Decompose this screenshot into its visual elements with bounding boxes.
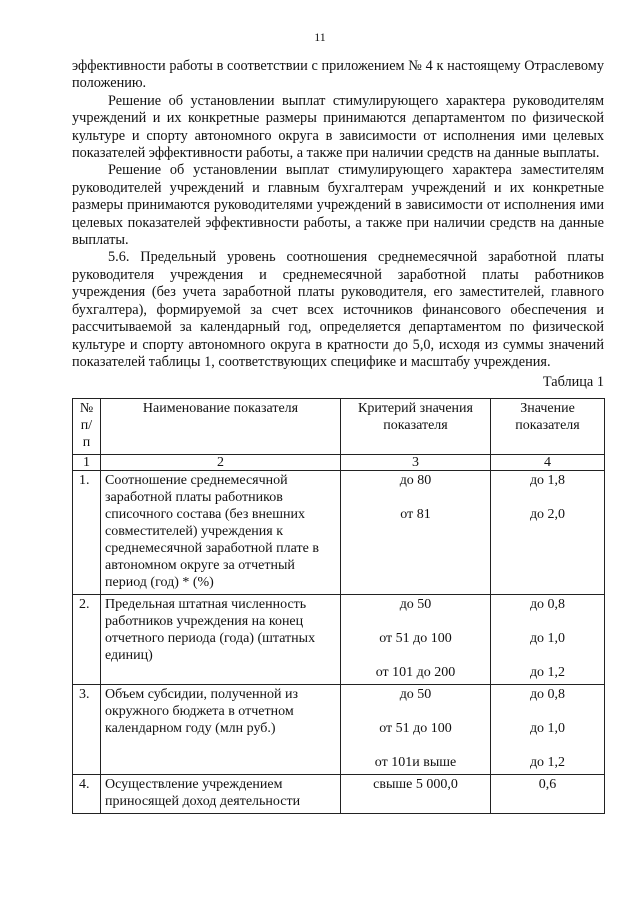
- row-indicator-name: Предельная штатная численность работников учреждения на конец отчетного периода (года) (штатных единиц): [101, 594, 341, 684]
- indicator-value: до 1,2: [529, 664, 566, 680]
- criteria-value: до 50: [399, 686, 432, 702]
- row-indicator-name: Соотношение среднемесячной заработной платы работников списочного состава (без внешних совместителей) учреждения к среднемесячной заработной плате в автономном округе за отчетный период (год) * (%): [101, 470, 341, 594]
- indicator-value: до 1,2: [529, 754, 566, 770]
- criteria-value: от 51 до 100: [379, 630, 452, 646]
- indicator-value: до 1,0: [529, 720, 566, 736]
- row-criteria: [341, 470, 491, 594]
- header-criteria: Критерий значения показателя: [341, 398, 491, 454]
- criteria-value: до 50: [399, 596, 432, 612]
- column-number: 4: [491, 454, 605, 470]
- row-values: [491, 594, 605, 684]
- indicator-value: до 1,0: [529, 630, 566, 646]
- row-values: [491, 684, 605, 774]
- paragraph-deputy-payments: Решение об установлении выплат стимулирующего характера заместителям руководителей учреждений и главным бухгалтерам учреждений и их конкретные размеры принимаются руководителями учреждений в зависимости от исполнения ими целевых показателей эффективности работы, а также при наличии средств на данные выплаты.: [72, 162, 604, 249]
- table-header-row: [73, 398, 605, 454]
- indicator-value: до 0,8: [529, 686, 566, 702]
- criteria-value: от 51 до 100: [379, 720, 452, 736]
- criteria-value: от 101и выше: [374, 754, 457, 770]
- indicator-value: 0,6: [538, 776, 557, 792]
- header-indicator-name: Наименование показателя: [101, 398, 341, 454]
- row-indicator-name: Объем субсидии, полученной из окружного бюджета в отчетном календарном году (млн руб.): [101, 684, 341, 774]
- row-number: 1.: [73, 470, 101, 594]
- row-number: 2.: [73, 594, 101, 684]
- paragraph-continuation: эффективности работы в соответствии с приложением № 4 к настоящему Отраслевому положению.: [72, 58, 604, 92]
- column-number: 1: [73, 454, 101, 470]
- column-number: 2: [101, 454, 341, 470]
- indicators-table: [72, 398, 605, 814]
- table-row: [73, 684, 605, 774]
- header-number: № п/ п: [73, 398, 101, 454]
- criteria-value: свыше 5 000,0: [373, 776, 458, 792]
- document-body: [72, 58, 604, 814]
- row-criteria: [341, 684, 491, 774]
- row-criteria: [341, 594, 491, 684]
- row-indicator-name: Осуществление учреждением приносящей доход деятельности: [101, 774, 341, 813]
- criteria-value: до 80: [399, 472, 432, 488]
- row-number: 3.: [73, 684, 101, 774]
- row-criteria: [341, 774, 491, 813]
- criteria-value: от 101 до 200: [375, 664, 456, 680]
- header-value: Значение показателя: [491, 398, 605, 454]
- table-row: [73, 774, 605, 813]
- indicator-value: до 0,8: [529, 596, 566, 612]
- paragraph-director-payments: Решение об установлении выплат стимулирующего характера руководителям учреждений и их конкретные размеры принимаются департаментом по физической культуре и спорту автономного округа в зависимости от исполнения ими целевых показателей эффективности работы, а также при наличии средств на данные выплаты.: [72, 92, 604, 162]
- row-values: [491, 470, 605, 594]
- column-number: 3: [341, 454, 491, 470]
- indicator-value: до 1,8: [529, 472, 566, 488]
- row-values: [491, 774, 605, 813]
- row-number: 4.: [73, 774, 101, 813]
- table-row: [73, 470, 605, 594]
- table-row: [73, 594, 605, 684]
- criteria-value: от 81: [400, 506, 431, 522]
- table-column-numbers-row: [73, 454, 605, 470]
- page-number: 11: [314, 30, 326, 44]
- paragraph-5-6: 5.6. Предельный уровень соотношения среднемесячной заработной платы руководителя учреждения и среднемесячной заработной платы работников учреждения (без учета заработной платы руководителя, его заместителей, главного бухгалтера), формируемой за счет всех источников финансового обеспечения и рассчитываемой за календарный год, определяется департаментом по физической культуре и спорту автономного округа в кратности до 5,0, исходя из суммы значений показателей таблицы 1, соответствующих специфике и масштабу учреждения.: [72, 249, 604, 370]
- table-caption: Таблица 1: [542, 374, 604, 391]
- indicator-value: до 2,0: [529, 506, 566, 522]
